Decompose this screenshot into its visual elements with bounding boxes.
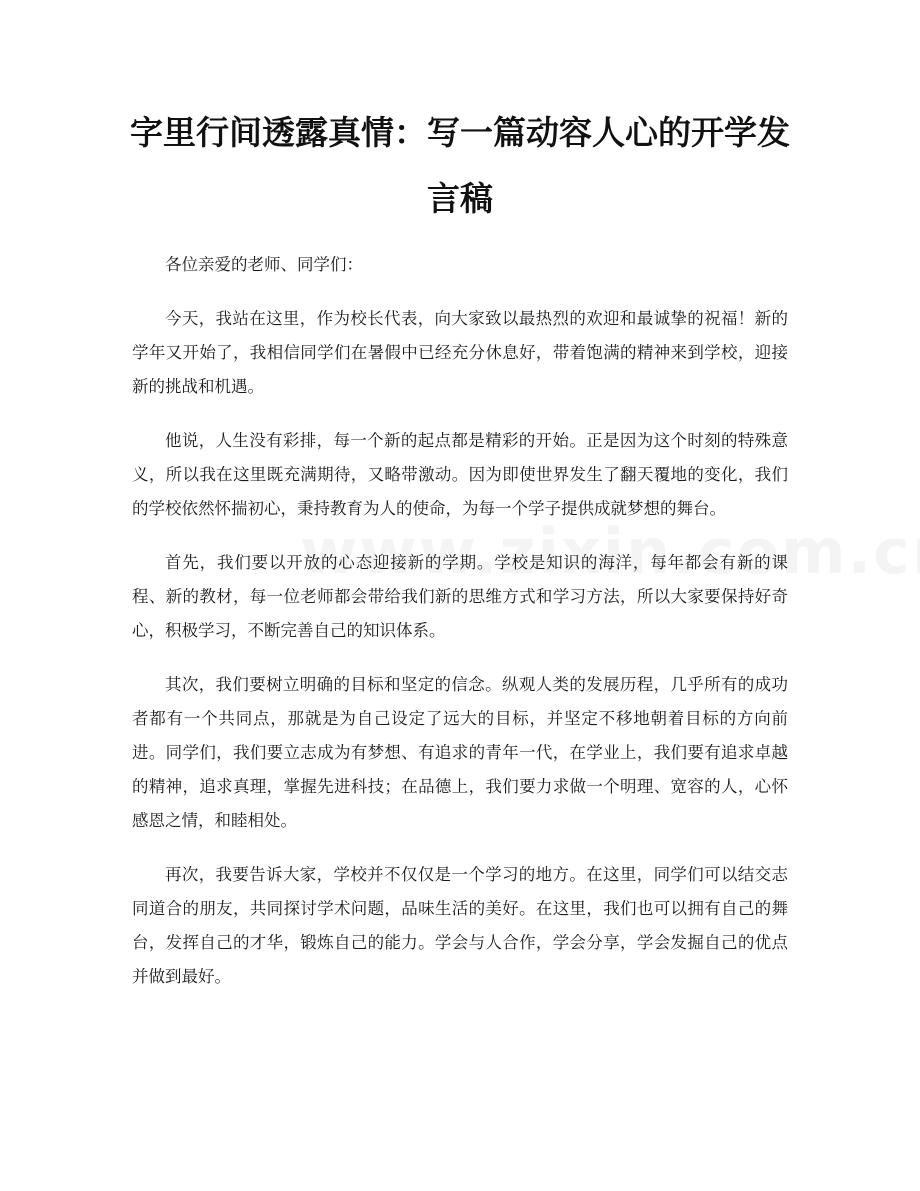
body-paragraph: 其次，我们要树立明确的目标和坚定的信念。纵观人类的发展历程，几乎所有的成功者都有一个共同点，那就是为自己设定了远大的目标，并坚定不移地朝着目标的方向前进。同学们，我们要立志成为有梦想、有追求的青年一代，在学业上，我们要有追求卓越的精神，追求真理，掌握先进科技；在品德上，我们要力求做一个明理、宽容的人，心怀感恩之情，和睦相处。 (132, 675, 788, 830)
body-paragraph: 首先，我们要以开放的心态迎接新的学期。学校是知识的海洋，每年都会有新的课程、新的教材，每一位老师都会带给我们新的思维方式和学习方法，所以大家要保持好奇心，积极学习，不断完善自己的知识体系。 (132, 553, 788, 640)
body-paragraph: 他说，人生没有彩排，每一个新的起点都是精彩的开始。正是因为这个时刻的特殊意义，所以我在这里既充满期待，又略带激动。因为即使世界发生了翻天覆地的变化，我们的学校依然怀揣初心，秉持教育为人的使命，为每一个学子提供成就梦想的舞台。 (132, 431, 788, 518)
body-paragraph: 再次，我要告诉大家，学校并不仅仅是一个学习的地方。在这里，同学们可以结交志同道合的朋友，共同探讨学术问题，品味生活的美好。在这里，我们也可以拥有自己的舞台，发挥自己的才华，锻炼自己的能力。学会与人合作，学会分享，学会发掘自己的优点并做到最好。 (132, 865, 788, 986)
document-title: 字里行间透露真情：写一篇动容人心的开学发言稿 (130, 113, 790, 218)
body-paragraph: 今天，我站在这里，作为校长代表，向大家致以最热烈的欢迎和最诚挚的祝福！新的学年又开始了，我相信同学们在暑假中已经充分休息好，带着饱满的精神来到学校，迎接新的挑战和机遇。 (132, 309, 788, 396)
salutation-paragraph: 各位亲爱的老师、同学们： (165, 255, 363, 274)
document-body (132, 248, 788, 1014)
